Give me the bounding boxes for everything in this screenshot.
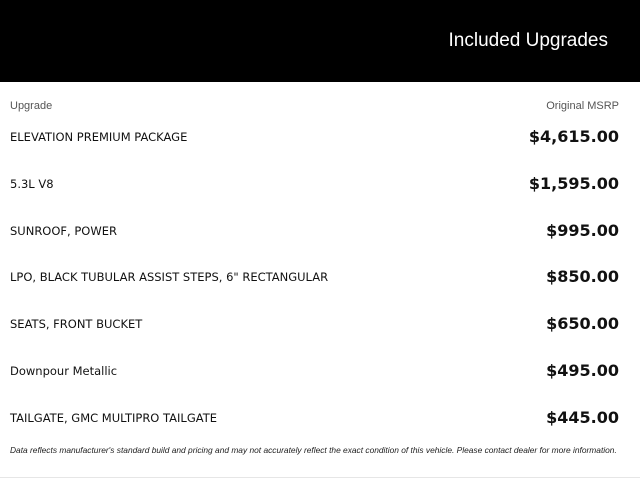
upgrade-price: $4,615.00 — [528, 127, 619, 146]
table-row — [0, 209, 640, 256]
upgrade-price: $1,595.00 — [528, 173, 619, 193]
upgrade-price: $650.00 — [546, 314, 619, 334]
bottom-divider — [0, 477, 640, 478]
table-row — [0, 396, 640, 443]
upgrade-name: Downpour Metallic — [10, 363, 118, 378]
table-row — [0, 162, 640, 209]
table-row — [0, 349, 640, 396]
table-row — [0, 302, 640, 349]
upgrades-table — [0, 115, 640, 443]
table-row — [0, 255, 640, 302]
upgrade-price: $445.00 — [546, 407, 619, 427]
header-bar — [0, 0, 640, 82]
column-header-upgrade: Upgrade — [10, 100, 53, 112]
upgrade-name: ELEVATION PREMIUM PACKAGE — [10, 130, 188, 144]
upgrade-name: 5.3L V8 — [10, 176, 54, 191]
disclaimer-text: Data reflects manufacturer's standard build and pricing and may not accurately reflect the exact condition of this vehicle. Please contact dealer for more information. — [10, 445, 617, 455]
upgrade-price: $850.00 — [546, 267, 619, 287]
column-header-msrp: Original MSRP — [546, 100, 619, 112]
upgrade-price: $995.00 — [546, 220, 619, 240]
upgrade-name: TAILGATE, GMC MULTIPRO TAILGATE — [10, 410, 217, 425]
upgrade-name: SUNROOF, POWER — [10, 223, 117, 238]
page-title: Included Upgrades — [448, 30, 608, 51]
table-row — [0, 115, 640, 162]
upgrade-name: SEATS, FRONT BUCKET — [10, 317, 143, 332]
upgrade-name: LPO, BLACK TUBULAR ASSIST STEPS, 6" RECTANGULAR — [10, 270, 329, 285]
upgrade-price: $495.00 — [546, 360, 619, 380]
